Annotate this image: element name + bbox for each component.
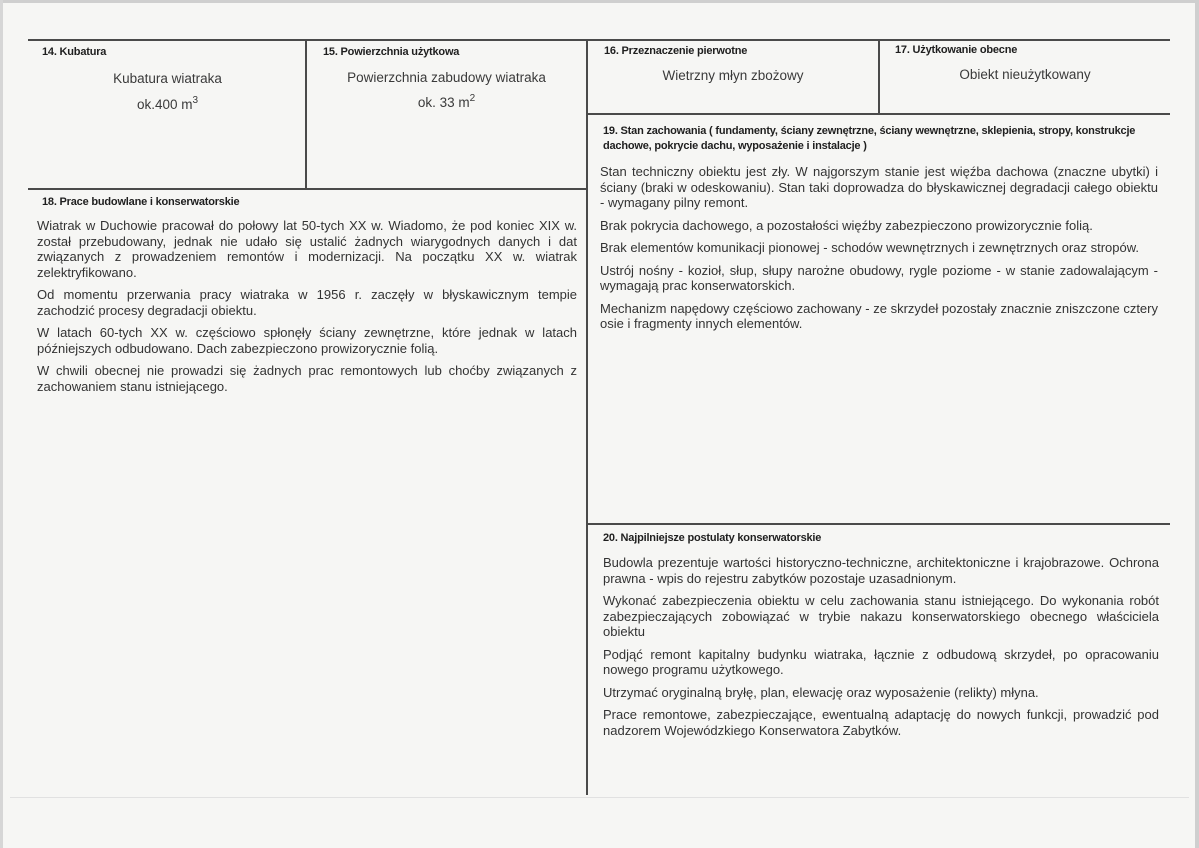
section-19-paragraph: Stan techniczny obiektu jest zły. W najgorszym stanie jest więźba dachowa (znaczne ubytki) i ściany (braki w odeskowaniu). Stan taki doprowadza do błyskawicznej degradacji całego obiektu - wymagany pilny remont. xyxy=(600,164,1158,210)
section-15-value xyxy=(307,93,586,110)
section-19-paragraph: Brak pokrycia dachowego, a pozostałości więźby zabezpieczono prowizorycznie folią. xyxy=(600,217,1093,233)
section-20-paragraph: Podjąć remont kapitalny budynku wiatraka, łącznie z odbudową skrzydeł, po opracowaniu nowego programu użytkowego. xyxy=(603,646,1159,677)
divider-14-15 xyxy=(305,39,307,189)
section-18-paragraph: Wiatrak w Duchowie pracował do połowy lat 50-tych XX w. Wiadomo, że pod koniec XIX w. został przebudowany, jednak nie udało się ustalić żadnych wiarygodnych danych i dat związanych z prowadzeniem remontów i modernizacji. Na początku XX w. wiatrak zelektryfikowano. xyxy=(37,218,577,280)
section-18-paragraph: W chwili obecnej nie prowadzi się żadnych prac remontowych lub choćby związanych z zachowaniem stanu istniejącego. xyxy=(37,363,577,394)
section-20-paragraph: Utrzymać oryginalną bryłę, plan, elewację oraz wyposażenie (relikty) młyna. xyxy=(603,684,1039,700)
page-edge-left xyxy=(0,0,3,848)
section-19-heading: 19. Stan zachowania ( fundamenty, ściany zewnętrzne, ściany wewnętrzne, sklepienia, stropy, konstrukcje dachowe, pokrycie dachu, wyposażenie i instalacje ) xyxy=(603,125,1136,152)
page-edge-right xyxy=(1195,0,1199,848)
section-17-heading: 17. Użytkowanie obecne xyxy=(895,44,1018,56)
section-17-value: Obiekt nieużytkowany xyxy=(959,67,1091,82)
page-edge-top xyxy=(0,0,1199,3)
section-14-heading: 14. Kubatura xyxy=(42,46,107,58)
section-16-heading: 16. Przeznaczenie pierwotne xyxy=(604,45,748,57)
section-15-heading: 15. Powierzchnia użytkowa xyxy=(323,46,460,58)
section-19-body xyxy=(600,164,1158,339)
divider-left-right xyxy=(586,39,588,795)
section-20-paragraph: Prace remontowe, zabezpieczające, ewentualną adaptację do nowych funkcji, prowadzić pod nadzorem Wojewódzkiego Konserwatora Zabytków. xyxy=(603,707,1159,738)
section-14-value xyxy=(30,95,305,112)
rule-above-20 xyxy=(587,523,1170,525)
section-19-paragraph: Mechanizm napędowy częściowo zachowany - ze skrzydeł pozostały znacznie zniszczone cztery osie i fragmenty innych elementów. xyxy=(600,300,1158,331)
section-16-value: Wietrzny młyn zbożowy xyxy=(662,68,804,83)
section-15-label: Powierzchnia zabudowy wiatraka xyxy=(347,70,546,85)
section-20-paragraph: Wykonać zabezpieczenia obiektu w celu zachowania stanu istniejącego. Do wykonania robót zabezpieczających zobowiązać w trybie nakazu konserwatorskiego obecnego właściciela obiektu xyxy=(603,593,1159,639)
section-20-paragraph: Budowla prezentuje wartości historyczno-techniczne, architektoniczne i krajobrazowe. Ochrona prawna - wpis do rejestru zabytków pozostaje uzasadnionym. xyxy=(603,555,1159,586)
section-18-body xyxy=(37,218,577,401)
area-value: ok. 33 m xyxy=(417,95,470,110)
section-20-body xyxy=(603,555,1159,745)
rule-above-18 xyxy=(28,188,587,190)
section-18-paragraph: W latach 60-tych XX w. częściowo spłonęły ściany zewnętrzne, które jednak w latach późniejszych odbudowano. Dach zabezpieczono prowizorycznie folią. xyxy=(37,325,577,356)
cubature-value: ok.400 m xyxy=(136,97,193,112)
cubature-unit-exponent: 3 xyxy=(192,95,199,106)
section-14-label: Kubatura wiatraka xyxy=(113,71,222,86)
form-top-rule xyxy=(28,39,1170,41)
area-unit-exponent: 2 xyxy=(469,93,476,104)
section-18-paragraph: Od momentu przerwania pracy wiatraka w 1956 r. zaczęły w błyskawicznym tempie zachodzić procesy degradacji obiektu. xyxy=(37,287,577,318)
rule-under-16-17 xyxy=(587,113,1170,115)
section-18-heading: 18. Prace budowlane i konserwatorskie xyxy=(42,196,240,208)
scan-artifact-line xyxy=(10,797,1189,798)
section-19-paragraph: Brak elementów komunikacji pionowej - schodów wewnętrznych i zewnętrznych oraz stropów. xyxy=(600,240,1140,255)
section-20-heading: 20. Najpilniejsze postulaty konserwatorskie xyxy=(603,532,822,544)
section-19-paragraph: Ustrój nośny - kozioł, słup, słupy narożne obudowy, rygle poziome - w stanie zadowalającym - wymagają prac konserwatorskich. xyxy=(600,262,1158,293)
